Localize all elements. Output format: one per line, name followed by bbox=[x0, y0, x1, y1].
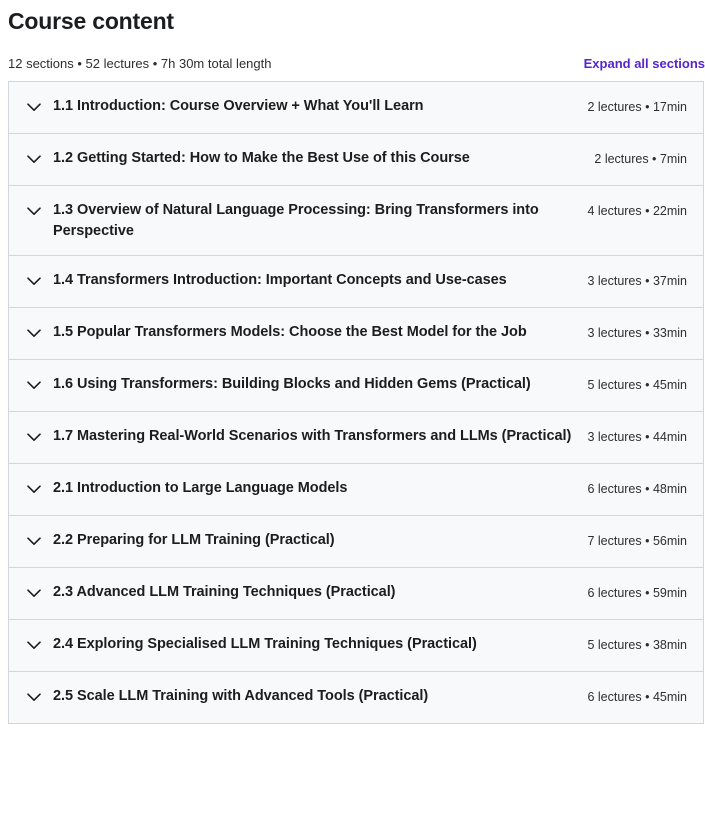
section-title: 1.3 Overview of Natural Language Processing: Bring Transformers into Perspective bbox=[53, 202, 539, 239]
section-meta: 3 lectures • 33min bbox=[587, 326, 687, 341]
section-row-5[interactable] bbox=[9, 308, 703, 360]
chevron-down-icon[interactable] bbox=[23, 583, 45, 603]
section-row-8[interactable] bbox=[9, 464, 703, 516]
section-meta: 7 lectures • 56min bbox=[587, 534, 687, 549]
section-title: 2.5 Scale LLM Training with Advanced Tools (Practical) bbox=[53, 688, 429, 705]
section-title: 1.6 Using Transformers: Building Blocks and Hidden Gems (Practical) bbox=[53, 376, 531, 393]
course-summary-row bbox=[8, 56, 705, 71]
course-content-page bbox=[0, 8, 705, 724]
section-row-11[interactable] bbox=[9, 620, 703, 672]
section-meta: 6 lectures • 45min bbox=[587, 690, 687, 705]
chevron-down-icon[interactable] bbox=[23, 479, 45, 499]
section-title: 1.7 Mastering Real-World Scenarios with Transformers and LLMs (Practical) bbox=[53, 428, 572, 445]
section-row-12[interactable] bbox=[9, 672, 703, 724]
section-title: 1.1 Introduction: Course Overview + What You'll Learn bbox=[53, 98, 424, 114]
chevron-down-icon[interactable] bbox=[23, 427, 45, 447]
section-row-7[interactable] bbox=[9, 412, 703, 464]
chevron-down-icon[interactable] bbox=[23, 687, 45, 707]
chevron-down-icon[interactable] bbox=[23, 97, 45, 117]
section-title: 2.3 Advanced LLM Training Techniques (Practical) bbox=[53, 584, 396, 601]
section-row-3[interactable] bbox=[9, 186, 703, 256]
section-meta: 5 lectures • 45min bbox=[587, 378, 687, 393]
section-row-2[interactable] bbox=[9, 134, 703, 186]
section-meta: 4 lectures • 22min bbox=[587, 204, 687, 218]
chevron-down-icon[interactable] bbox=[23, 375, 45, 395]
section-title: 2.1 Introduction to Large Language Models bbox=[53, 480, 348, 497]
chevron-down-icon[interactable] bbox=[23, 323, 45, 343]
section-row-9[interactable] bbox=[9, 516, 703, 568]
section-title: 1.2 Getting Started: How to Make the Best Use of this Course bbox=[53, 150, 470, 166]
section-row-4[interactable] bbox=[9, 256, 703, 308]
section-meta: 3 lectures • 37min bbox=[587, 274, 687, 289]
sections-list bbox=[8, 81, 704, 724]
section-title: 1.5 Popular Transformers Models: Choose the Best Model for the Job bbox=[53, 324, 527, 341]
section-meta: 3 lectures • 44min bbox=[587, 430, 687, 445]
chevron-down-icon[interactable] bbox=[23, 149, 45, 169]
chevron-down-icon[interactable] bbox=[23, 635, 45, 655]
section-row-10[interactable] bbox=[9, 568, 703, 620]
section-title: 2.4 Exploring Specialised LLM Training Techniques (Practical) bbox=[53, 636, 477, 653]
section-meta: 6 lectures • 59min bbox=[587, 586, 687, 601]
expand-all-sections-link[interactable]: Expand all sections bbox=[583, 56, 705, 71]
section-meta: 2 lectures • 17min bbox=[587, 100, 687, 114]
section-title: 2.2 Preparing for LLM Training (Practical) bbox=[53, 532, 335, 549]
page-title: Course content bbox=[8, 8, 174, 34]
section-meta: 2 lectures • 7min bbox=[594, 152, 687, 166]
chevron-down-icon[interactable] bbox=[23, 201, 45, 221]
section-row-1[interactable] bbox=[9, 82, 703, 134]
chevron-down-icon[interactable] bbox=[23, 271, 45, 291]
chevron-down-icon[interactable] bbox=[23, 531, 45, 551]
section-row-6[interactable] bbox=[9, 360, 703, 412]
section-meta: 6 lectures • 48min bbox=[587, 482, 687, 497]
course-summary-text: 12 sections • 52 lectures • 7h 30m total length bbox=[8, 56, 272, 71]
section-title: 1.4 Transformers Introduction: Important Concepts and Use-cases bbox=[53, 272, 507, 289]
section-meta: 5 lectures • 38min bbox=[587, 638, 687, 653]
